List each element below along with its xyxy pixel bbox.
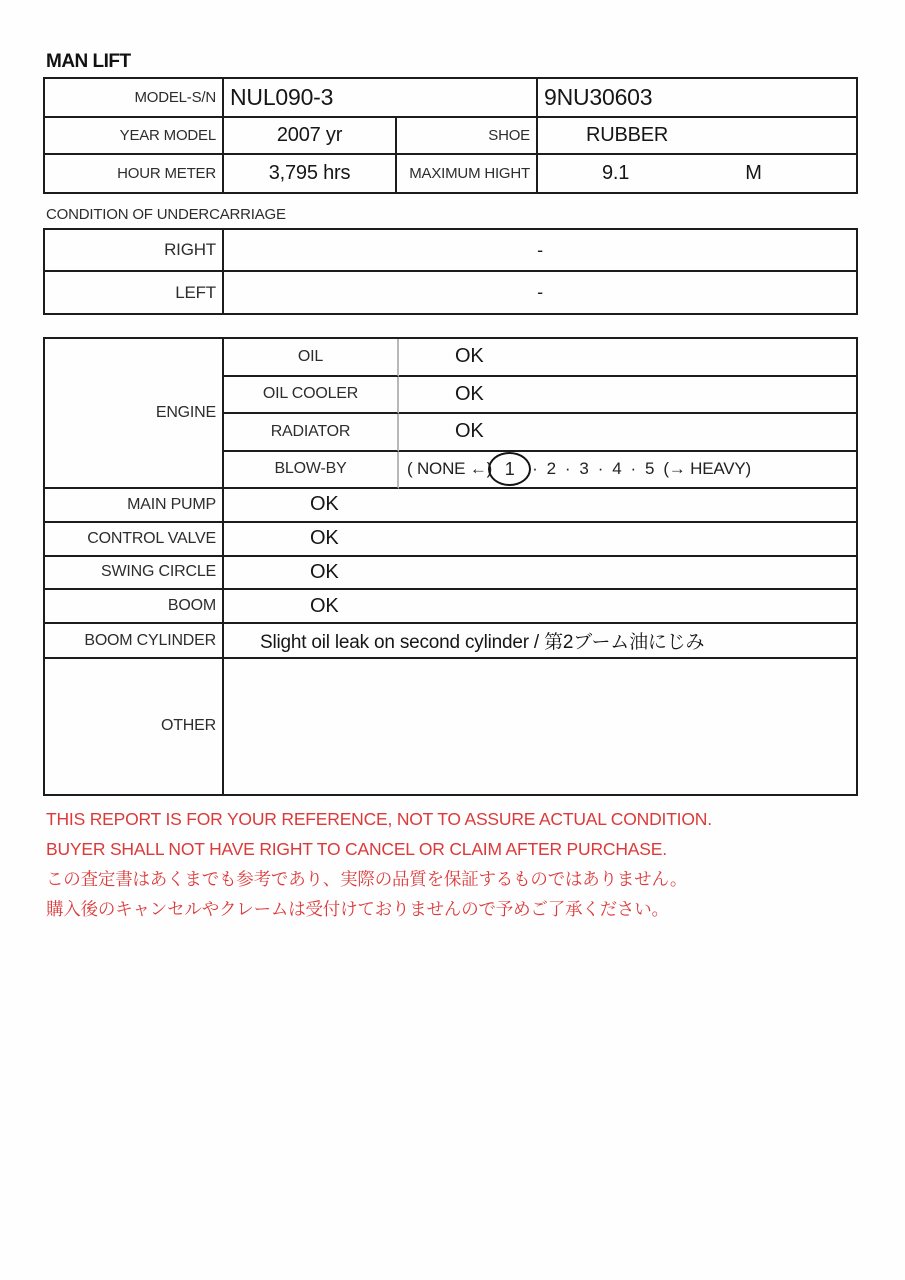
disclaimer-line-jp-2: 購入後のキャンセルやクレームは受付けておりませんので予めご了承ください。	[46, 899, 669, 919]
blowby-scale-rest: · 2 · 3 · 4 · 5 (→ HEAVY)	[532, 459, 751, 479]
max-height-value: 9.1	[602, 162, 630, 184]
shoe-label: SHOE	[397, 118, 538, 155]
disclaimer-line-jp-1: この査定書はあくまでも参考であり、実際の品質を保証するものではありません。	[46, 869, 688, 889]
undercarriage-left-label: LEFT	[45, 272, 224, 313]
swing-circle-label: SWING CIRCLE	[45, 557, 224, 591]
boom-label: BOOM	[45, 590, 224, 624]
undercarriage-table	[43, 228, 858, 315]
model-sn-label: MODEL-S/N	[45, 79, 224, 118]
main-pump-value: OK	[224, 489, 856, 523]
engine-oil-cooler-value: OK	[399, 377, 856, 415]
engine-radiator-label: RADIATOR	[224, 414, 399, 452]
hour-meter-value: 3,795 hrs	[224, 155, 397, 192]
disclaimer-line-en-2: BUYER SHALL NOT HAVE RIGHT TO CANCEL OR CLAIM AFTER PURCHASE.	[46, 839, 667, 859]
engine-blowby-label: BLOW-BY	[224, 452, 399, 490]
hour-meter-label: HOUR METER	[45, 155, 224, 192]
machine-info-table	[43, 77, 858, 194]
engine-oil-value: OK	[399, 339, 856, 377]
model-value: NUL090-3	[224, 79, 538, 118]
max-height-unit: M	[745, 162, 762, 184]
boom-cylinder-label: BOOM CYLINDER	[45, 624, 224, 659]
serial-value: 9NU30603	[538, 79, 856, 118]
inspection-table	[43, 337, 858, 796]
shoe-value: RUBBER	[538, 118, 856, 155]
disclaimer-line-en-1: THIS REPORT IS FOR YOUR REFERENCE, NOT TO ASSURE ACTUAL CONDITION.	[46, 809, 712, 829]
engine-radiator-value: OK	[399, 414, 856, 452]
page-title: MAN LIFT	[46, 51, 131, 72]
boom-value: OK	[224, 590, 856, 624]
year-model-label: YEAR MODEL	[45, 118, 224, 155]
max-height-label: MAXIMUM HIGHT	[397, 155, 538, 192]
engine-oil-cooler-label: OIL COOLER	[224, 377, 399, 415]
control-valve-value: OK	[224, 523, 856, 557]
other-value	[224, 659, 856, 794]
engine-oil-label: OIL	[224, 339, 399, 377]
main-pump-label: MAIN PUMP	[45, 489, 224, 523]
swing-circle-value: OK	[224, 557, 856, 591]
max-height-cell	[538, 155, 856, 192]
engine-label: ENGINE	[45, 339, 224, 489]
engine-blowby-scale	[399, 452, 856, 490]
undercarriage-right-label: RIGHT	[45, 230, 224, 272]
other-label: OTHER	[45, 659, 224, 794]
blowby-selected-rating-circle: 1	[488, 452, 531, 486]
control-valve-label: CONTROL VALVE	[45, 523, 224, 557]
blowby-none-label: ( NONE ←)	[407, 459, 493, 479]
undercarriage-right-value: -	[224, 230, 856, 272]
disclaimer-block	[46, 804, 712, 924]
undercarriage-left-value: -	[537, 282, 543, 302]
year-model-value: 2007 yr	[224, 118, 397, 155]
undercarriage-heading: CONDITION OF UNDERCARRIAGE	[46, 206, 286, 223]
boom-cylinder-value: Slight oil leak on second cylinder / 第2ブーム油にじみ	[224, 624, 856, 659]
